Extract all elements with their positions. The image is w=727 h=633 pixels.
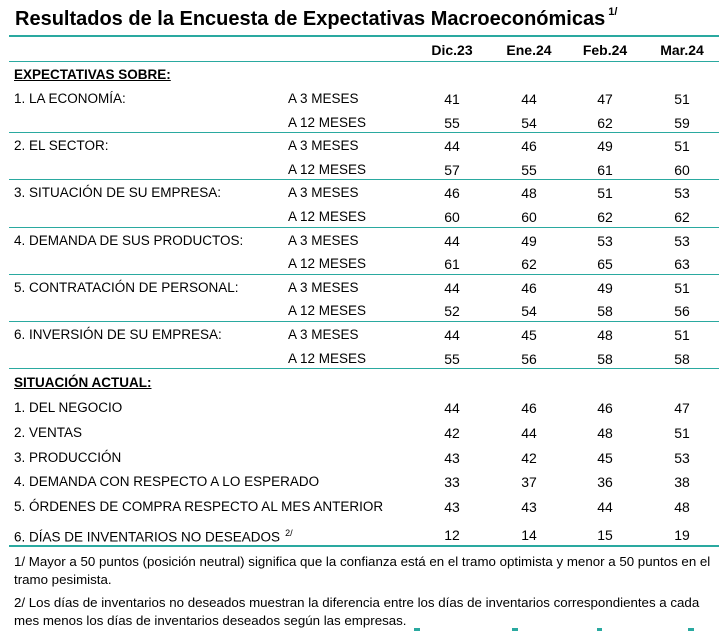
table-cell: 43 [521, 499, 537, 516]
table-cell: 53 [674, 185, 690, 202]
table-cell: 62 [521, 256, 537, 273]
table-cell: 46 [521, 279, 537, 296]
table-cell: 52 [444, 303, 460, 320]
table-cell: 49 [597, 138, 613, 155]
table-cell: 58 [597, 303, 613, 320]
horizon-label: A 3 MESES [288, 138, 359, 154]
group-rule [9, 132, 719, 133]
table-cell: 65 [597, 256, 613, 273]
group-rule [9, 227, 719, 228]
row-label [14, 525, 293, 546]
table-cell: 51 [674, 424, 690, 441]
table-cell: 60 [444, 209, 460, 225]
row-label [14, 474, 319, 490]
row-label: 2. EL SECTOR: [14, 138, 109, 154]
table-cell: 51 [674, 327, 690, 343]
table-cell: 33 [444, 474, 460, 491]
table-cell: 62 [674, 209, 690, 225]
horizon-label: A 3 MESES [288, 185, 359, 201]
section-heading: EXPECTATIVAS SOBRE: [14, 67, 171, 82]
row-label-text: 1. DEL NEGOCIO [14, 400, 123, 415]
table-cell: 61 [597, 161, 613, 178]
table-cell: 43 [444, 449, 460, 466]
row-label: 5. CONTRATACIÓN DE PERSONAL: [14, 279, 239, 295]
row-label [14, 450, 121, 466]
row-label [14, 425, 82, 441]
table-cell: 44 [444, 279, 460, 296]
table-cell: 42 [521, 449, 537, 466]
table-cell: 53 [674, 232, 690, 249]
table-cell: 53 [597, 232, 613, 249]
table-cell: 44 [597, 499, 613, 516]
table-cell: 60 [521, 209, 537, 225]
table-cell: 47 [674, 400, 690, 416]
table-cell: 58 [597, 350, 613, 367]
table-cell: 56 [674, 303, 690, 320]
group-rule [9, 179, 719, 180]
table-cell: 53 [674, 449, 690, 466]
decorative-tick [512, 628, 518, 631]
table-cell: 58 [674, 350, 690, 367]
column-header: Mar.24 [660, 42, 704, 58]
footnote-1: 1/ Mayor a 50 puntos (posición neutral) significa que la confianza está en el tramo optimista y menor a 50 puntos en el tramo pesimista. [14, 554, 711, 587]
table-cell: 44 [444, 138, 460, 155]
column-header: Dic.23 [431, 42, 473, 58]
table-cell: 48 [597, 327, 613, 343]
table-cell: 62 [597, 114, 613, 131]
table-cell: 15 [597, 527, 613, 543]
section-heading: SITUACIÓN ACTUAL: [14, 375, 152, 390]
table-cell: 44 [444, 327, 460, 343]
decorative-tick [414, 628, 420, 631]
table-cell: 46 [444, 185, 460, 202]
table-cell: 42 [444, 424, 460, 441]
table-cell: 47 [597, 91, 613, 107]
table-cell: 54 [521, 303, 537, 320]
table-cell: 60 [674, 161, 690, 178]
row-label: 6. INVERSIÓN DE SU EMPRESA: [14, 327, 222, 342]
row-label: 4. DEMANDA DE SUS PRODUCTOS: [14, 232, 244, 248]
table-cell: 36 [597, 474, 613, 491]
row-label-text: 4. DEMANDA CON RESPECTO A LO ESPERADO [14, 474, 320, 490]
table-cell: 62 [597, 209, 613, 225]
table-cell: 49 [521, 232, 537, 249]
table-cell: 12 [444, 527, 460, 543]
table-cell: 44 [521, 424, 537, 441]
table-cell: 48 [674, 499, 690, 516]
table-cell: 46 [597, 400, 613, 416]
table-cell: 51 [674, 138, 690, 155]
horizon-label: A 3 MESES [288, 279, 359, 295]
row-label-text: 3. PRODUCCIÓN [14, 449, 122, 465]
table-cell: 44 [444, 232, 460, 249]
row-label-text: 2. VENTAS [14, 424, 83, 440]
title-rule [9, 35, 719, 37]
row-label-text: 6. DÍAS DE INVENTARIOS NO DESEADOS [14, 529, 281, 545]
group-rule [9, 321, 719, 322]
table-cell: 51 [597, 185, 613, 202]
horizon-label: A 3 MESES [288, 327, 359, 342]
table-cell: 44 [521, 91, 537, 107]
table-cell: 14 [521, 527, 537, 543]
table-cell: 45 [521, 327, 537, 343]
row-label: 1. LA ECONOMÍA: [14, 91, 126, 106]
table-cell: 46 [521, 400, 537, 416]
row-label [14, 400, 122, 416]
group-rule [9, 368, 719, 369]
table-cell: 48 [597, 424, 613, 441]
footnote-marker: 2/ [285, 528, 293, 538]
table-cell: 61 [444, 256, 460, 273]
table-cell: 55 [521, 161, 537, 178]
header-rule [9, 61, 719, 62]
table-title: Resultados de la Encuesta de Expectativas Macroeconómicas $^{1/}$ [15, 6, 618, 30]
row-label-text: 5. ÓRDENES DE COMPRA RESPECTO AL MES ANTERIOR [14, 499, 384, 515]
table-cell: 51 [674, 279, 690, 296]
table-bottom-rule [9, 545, 719, 547]
column-header: Ene.24 [506, 42, 552, 58]
decorative-tick [597, 628, 602, 631]
table-cell: 55 [444, 114, 460, 131]
horizon-label: A 3 MESES [288, 232, 359, 248]
table-cell: 46 [521, 138, 537, 155]
horizon-label: A 3 MESES [288, 91, 359, 106]
horizon-label: A 12 MESES [288, 303, 367, 319]
horizon-label: A 12 MESES [288, 161, 367, 177]
table-cell: 43 [444, 499, 460, 516]
table-cell: 49 [597, 279, 613, 296]
table-cell: 63 [674, 256, 690, 273]
decorative-tick [688, 628, 694, 631]
horizon-label: A 12 MESES [288, 209, 367, 224]
row-label: 3. SITUACIÓN DE SU EMPRESA: [14, 185, 222, 201]
footnote-2: 2/ Los días de inventarios no deseados muestran la diferencia entre los días de inventarios correspondientes a cada mes menos los días de inventarios deseados según las empresas. [14, 595, 700, 628]
horizon-label: A 12 MESES [288, 114, 367, 130]
table-cell: 48 [521, 185, 537, 202]
group-rule [9, 274, 719, 275]
table-cell: 19 [674, 527, 690, 543]
table-cell: 56 [521, 350, 537, 367]
table-cell: 51 [674, 91, 690, 107]
title-footnote-marker: 1/ [608, 6, 618, 19]
row-label [14, 499, 383, 515]
table-cell: 41 [444, 91, 460, 107]
horizon-label: A 12 MESES [288, 256, 367, 272]
table-cell: 57 [444, 161, 460, 178]
table-cell: 38 [674, 474, 690, 491]
column-header: Feb.24 [582, 42, 628, 58]
table-cell: 37 [521, 474, 537, 491]
table-cell: 45 [597, 449, 613, 466]
table-cell: 55 [444, 350, 460, 367]
horizon-label: A 12 MESES [288, 350, 367, 366]
table-cell: 59 [674, 114, 690, 131]
table-cell: 44 [444, 400, 460, 416]
table-cell: 54 [521, 114, 537, 131]
